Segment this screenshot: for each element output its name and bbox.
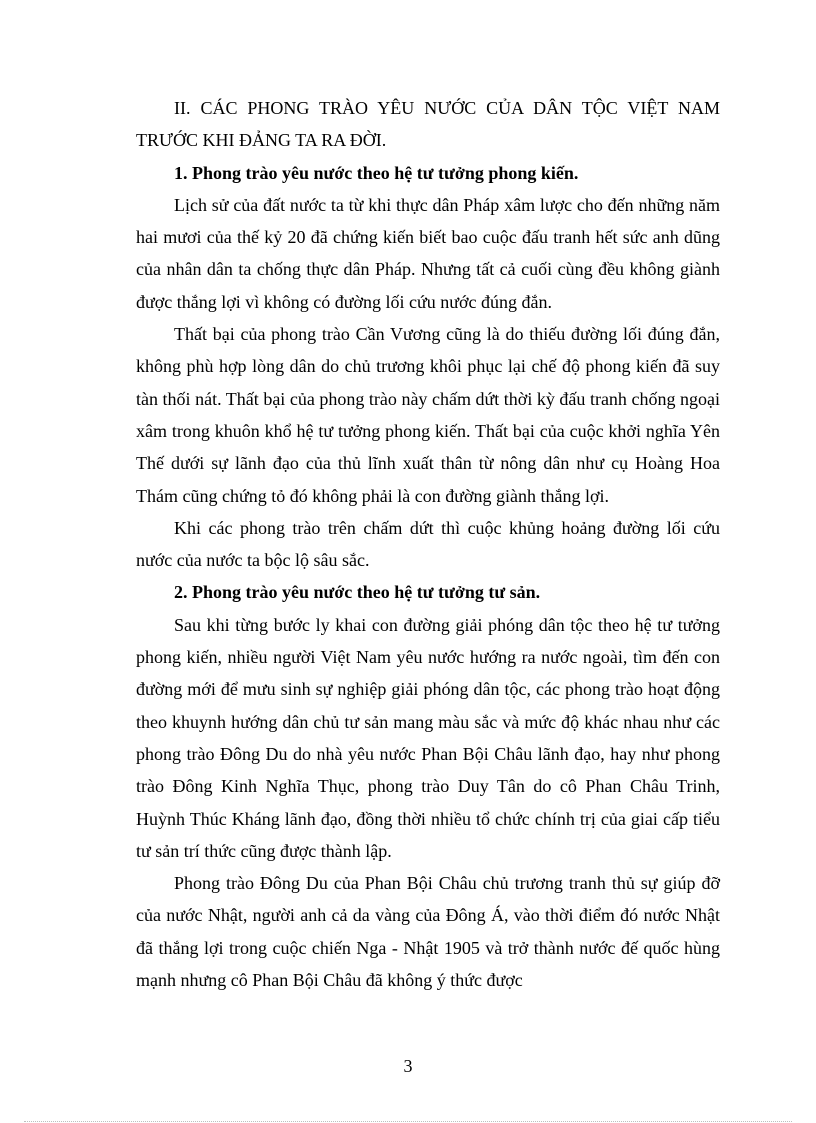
subsection-1-title: 1. Phong trào yêu nước theo hệ tư tưởng phong kiến. xyxy=(174,162,579,183)
paragraph: Thất bại của phong trào Cần Vương cũng là do thiếu đường lối đúng đắn, không phù hợp lòng dân do chủ trương khôi phục lại chế độ phong kiến đã suy tàn thối nát. Thất bại của phong trào này chấm dứt thời kỳ đấu tranh chống ngoại xâm trong khuôn khổ hệ tư tưởng phong kiến. Thất bại của cuộc khởi nghĩa Yên Thế dưới sự lãnh đạo của thủ lĩnh xuất thân từ nông dân như cụ Hoàng Hoa Thám cũng chứng tỏ đó không phải là con đường giành thắng lợi. xyxy=(136,324,720,506)
page-bottom-divider xyxy=(24,1121,792,1122)
page-number: 3 xyxy=(403,1056,413,1076)
paragraph: Sau khi từng bước ly khai con đường giải phóng dân tộc theo hệ tư tưởng phong kiến, nhiều người Việt Nam yêu nước hướng ra nước ngoài, tìm đến con đường mới để mưu sinh sự nghiệp giải phóng dân tộc, các phong trào hoạt động theo khuynh hướng dân chủ tư sản mang màu sắc và mức độ khác nhau như các phong trào Đông Du do nhà yêu nước Phan Bội Châu lãnh đạo, hay như phong trào Đông Kinh Nghĩa Thục, phong trào Duy Tân do cô Phan Châu Trinh, Huỳnh Thúc Kháng lãnh đạo, đồng thời nhiều tổ chức chính trị của giai cấp tiểu tư sản trí thức cũng được thành lập. xyxy=(136,614,720,861)
subsection-2-title: 2. Phong trào yêu nước theo hệ tư tưởng tư sản. xyxy=(174,582,541,603)
section-heading: II. CÁC PHONG TRÀO YÊU NƯỚC CỦA DÂN TỘC VIỆT NAM TRƯỚC KHI ĐẢNG TA RA ĐỜI. xyxy=(136,98,720,151)
page-body xyxy=(136,92,720,996)
paragraph: Phong trào Đông Du của Phan Bội Châu chủ trương tranh thủ sự giúp đỡ của nước Nhật, người anh cả da vàng của Đông Á, vào thời điểm đó nước Nhật đã thắng lợi trong cuộc chiến Nga - Nhật 1905 và trở thành nước đế quốc hùng mạnh nhưng cô Phan Bội Châu đã không ý thức được xyxy=(136,873,720,991)
paragraph: Khi các phong trào trên chấm dứt thì cuộc khủng hoảng đường lối cứu nước của nước ta bộc lộ sâu sắc. xyxy=(136,517,720,571)
paragraph: Lịch sử của đất nước ta từ khi thực dân Pháp xâm lược cho đến những năm hai mươi của thế kỷ 20 đã chứng kiến biết bao cuộc đấu tranh hết sức anh dũng của nhân dân ta chống thực dân Pháp. Nhưng tất cả cuối cùng đều không giành được thắng lợi vì không có đường lối cứu nước đúng đắn. xyxy=(136,194,720,312)
